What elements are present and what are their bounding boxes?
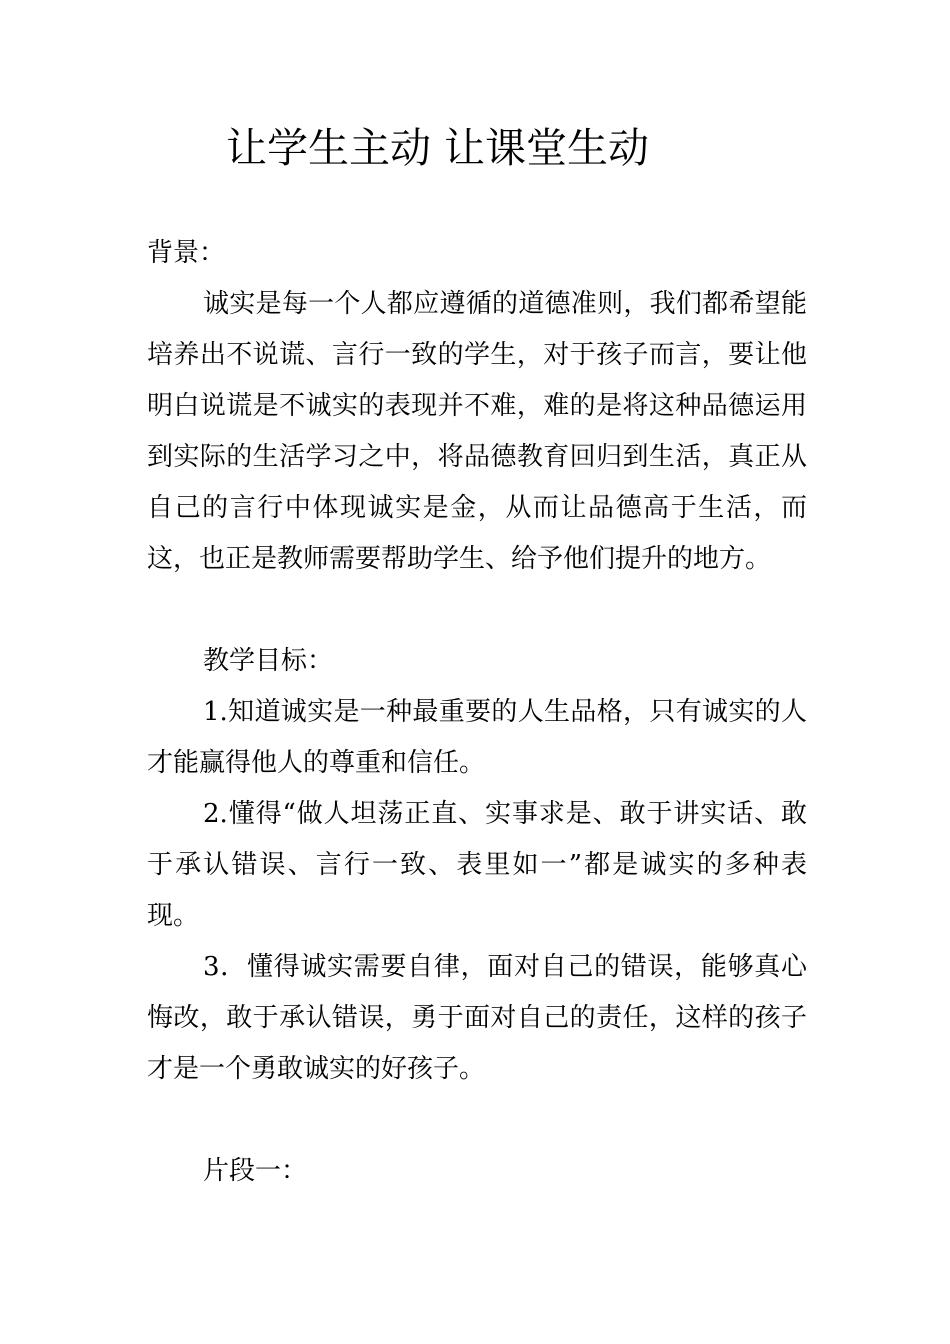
blank-line — [147, 585, 807, 636]
document-title: 让学生主动 让课堂生动 — [226, 124, 650, 172]
background-heading: 背景： — [147, 238, 226, 268]
goal-item-2: 2.懂得“做人坦荡正直、实事求是、敢于讲实话、敢于承认错误、言行一致、表里如一”都是诚实的多种表现。 — [147, 799, 807, 931]
blank-line — [147, 1095, 807, 1146]
goal-item-3: 3．懂得诚实需要自律，面对自己的错误，能够真心悔改，敢于承认错误，勇于面对自己的责任，这样的孩子才是一个勇敢诚实的好孩子。 — [147, 952, 807, 1084]
goals-heading: 教学目标： — [203, 646, 334, 676]
document-body — [147, 228, 807, 1197]
goal-item-1: 1.知道诚实是一种最重要的人生品格，只有诚实的人才能赢得他人的尊重和信任。 — [147, 697, 807, 778]
background-paragraph: 诚实是每一个人都应遵循的道德准则，我们都希望能培养出不说谎、言行一致的学生，对于孩子而言，要让他明白说谎是不诚实的表现并不难，难的是将这种品德运用到实际的生活学习之中，将品德教育回归到生活，真正从自己的言行中体现诚实是金，从而让品德高于生活，而这，也正是教师需要帮助学生、给予他们提升的地方。 — [147, 289, 807, 574]
fragment-heading: 片段一： — [203, 1156, 308, 1186]
